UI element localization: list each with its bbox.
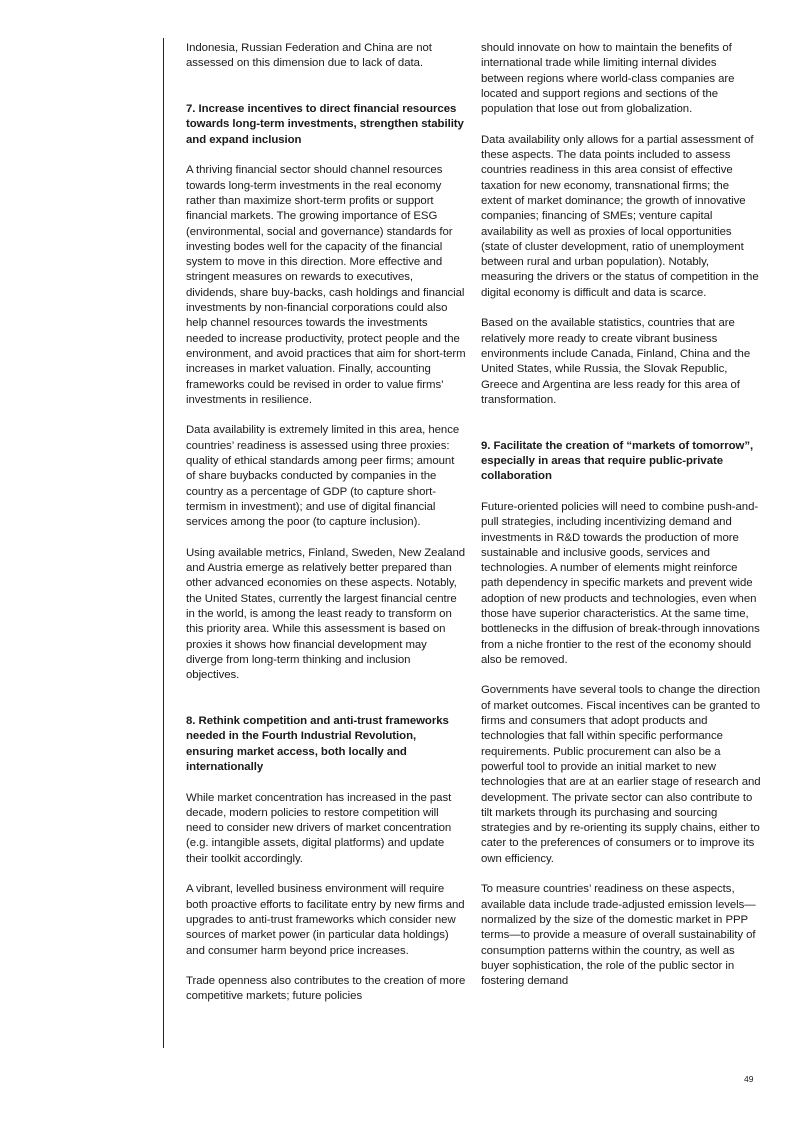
paragraph-8a: While market concentration has increased in the past decade, modern policies to restore competition will need to consider new drivers of market concentration (e.g. intangible assets, digital platforms) and update their toolkit accordingly. xyxy=(186,791,452,865)
paragraph-9a: Future-oriented policies will need to combine push-and-pull strategies, including incentivizing demand and investments in R&D towards the production of more sustainable and inclusive goods, services and technologies. A number of elements might reinforce path dependency in specific markets and prevent wide adoption of new products and technologies, even when those have superior characteristics. At the same time, bottlenecks in the diffusion of break-through innovations from a niche frontier to the rest of the economy should also be removed. xyxy=(481,500,760,666)
left-column xyxy=(186,41,466,1020)
column-divider-rule xyxy=(163,38,164,1048)
paragraph-intro-note: Indonesia, Russian Federation and China are not assessed on this dimension due to lack of data. xyxy=(186,42,432,70)
paragraph-7a: A thriving financial sector should channel resources towards long-term investments in the real economy rather than maximize short-term profits or support financial markets. The growing importance of ESG (environmental, social and governance) standards for investing bodes well for the capacity of the financial system to move in this direction. More effective and stringent measures on rewards to executives, dividends, share buy-backs, cash holdings and financial investments by non-financial corporations could also help channel resources towards the investments needed to increase productivity, protect people and the environment, and avoid practices that aim for short-term increases in market valuation. Finally, accounting frameworks could be revised in order to value firms’ investments in resilience. xyxy=(186,164,466,406)
paragraph-8c: Trade openness also contributes to the creation of more competitive markets; future policies xyxy=(186,975,466,1003)
right-column xyxy=(481,41,761,1005)
paragraph-9b: Governments have several tools to change the direction of market outcomes. Fiscal incentives can be granted to firms and consumers that adopt products and technologies that fall within specific performance requirements. Public procurement can also be a powerful tool to provide an initial market to new technologies that are at an earlier stage of research and development. The private sector can also contribute to tilt markets through its purchasing and sourcing strategies and by re-orienting its supply chains, either to cater to the preferences of consumers or to improve its own efficiency. xyxy=(481,684,761,865)
paragraph-7c: Using available metrics, Finland, Sweden, New Zealand and Austria emerge as relatively better prepared than other advanced economies on these aspects. Notably, the United States, currently the largest financial centre in the world, is among the least ready to transform on this priority area. While this assessment is based on proxies it shows how financial development may diverge from long-term thinking and inclusion objectives. xyxy=(186,546,466,682)
paragraph-8f: Based on the available statistics, countries that are relatively more ready to create vibrant business environments include Canada, Finland, China and the United States, while Russia, the Slovak Republic, Greece and Argentina are less ready for this area of transformation. xyxy=(481,317,751,406)
section-heading-9: 9. Facilitate the creation of “markets of tomorrow”, especially in areas that require public-private collaboration xyxy=(481,439,754,483)
paragraph-7b: Data availability is extremely limited in this area, hence countries’ readiness is assessed using three proxies: quality of ethical standards among peer firms; amount of share buybacks conducted by companies in the country as a percentage of GDP (to capture short-termism in investment); and use of digital financial services among the poor (to capture inclusion). xyxy=(186,424,460,529)
paragraph-9c: To measure countries’ readiness on these aspects, available data include trade-adjusted emission levels—normalized by the size of the domestic market in PPP terms—to provide a measure of overall sustainability of consumption patterns within the country, as well as buyer sophistication, the role of the public sector in fostering demand xyxy=(481,883,756,988)
section-heading-8: 8. Rethink competition and anti-trust frameworks needed in the Fourth Industrial Revolution, ensuring market access, both locally and internationally xyxy=(186,715,449,773)
section-heading-7: 7. Increase incentives to direct financial resources towards long-term investments, strengthen stability and expand inclusion xyxy=(186,103,464,146)
paragraph-8b: A vibrant, levelled business environment will require both proactive efforts to facilitate entry by new firms and upgrades to anti-trust frameworks which consider new sources of market power (in particular data holdings) and consumer harm beyond price increases. xyxy=(186,883,465,957)
paragraph-8d: should innovate on how to maintain the benefits of international trade while limiting internal divides between regions where world-class companies are located and support regions and sections of the population that lose out from globalization. xyxy=(481,42,735,116)
page-number: 49 xyxy=(744,1074,754,1084)
paragraph-8e: Data availability only allows for a partial assessment of these aspects. The data points included to assess countries readiness in this area consist of effective taxation for new economy, transnational firms; the extent of market dominance; the growth of innovative companies; financing of SMEs; venture capital availability as well as proxies of local opportunities (state of cluster development, ratio of unemployment between rural and urban population). Notably, measuring the drivers or the status of competition in the digital economy is difficult and data is scarce. xyxy=(481,133,759,299)
